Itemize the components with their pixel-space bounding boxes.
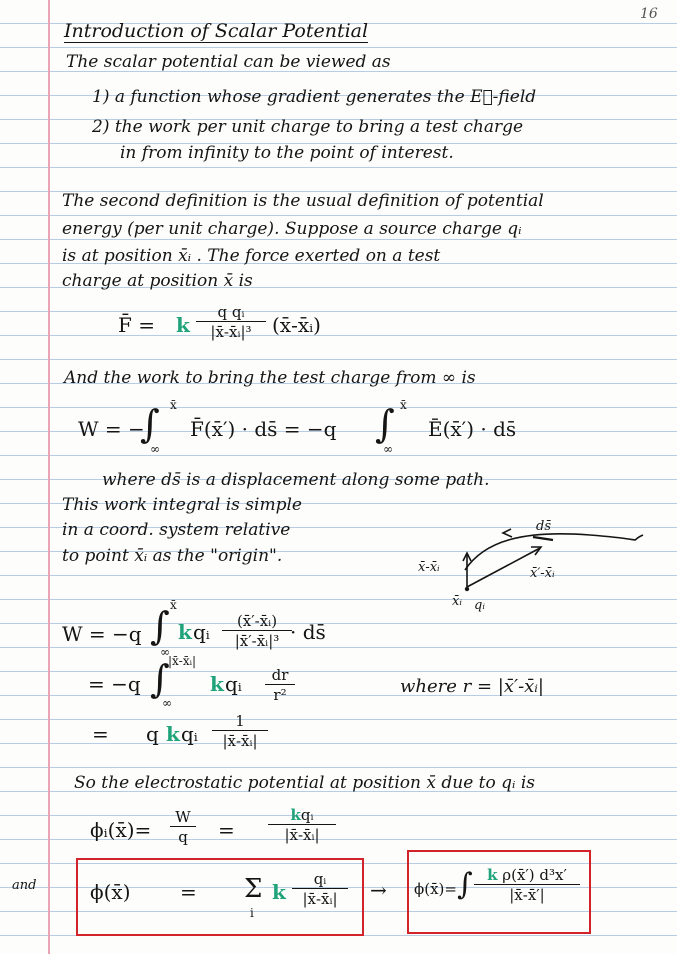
sum-num: qᵢ (313, 870, 327, 888)
path-arrow (503, 529, 512, 537)
deriv3-q: q (146, 722, 159, 746)
deriv3-k: k (166, 722, 180, 746)
deriv2-fraction-num: dr (271, 666, 289, 684)
deriv1-upper: x̄ (170, 598, 177, 612)
definition-1: 1) a function whose gradient generates the E⃗-field (92, 87, 537, 107)
deriv3-qi: qᵢ (181, 722, 198, 746)
deriv2-fraction-den: r² (265, 684, 295, 704)
force-k: k (176, 313, 190, 337)
work-lhs: W = − (78, 417, 145, 441)
force-lhs: F̄ = (118, 313, 155, 337)
deriv2-lhs: = −q (88, 672, 141, 696)
deriv2-qi: qᵢ (225, 672, 242, 696)
deriv2-where: where r = |x̄′-x̄ᵢ| (400, 676, 544, 697)
sum-fraction (292, 870, 348, 908)
deriv3-lhs: = (92, 722, 109, 746)
integral-den: |x̄-x̄′| (474, 884, 580, 904)
intro-line: The scalar potential can be viewed as (66, 52, 391, 72)
definition-2b: in from infinity to the point of interest. (120, 143, 454, 163)
work-intro: And the work to bring the test charge from ∞ is (64, 368, 476, 388)
ds-vector (533, 537, 553, 540)
deriv2-k: k (210, 672, 224, 696)
deriv2-upper: |x̄-x̄ᵢ| (168, 654, 197, 668)
deriv1-integral: ∫ (150, 604, 170, 648)
page-title: Introduction of Scalar Potential (64, 20, 369, 42)
paragraph-line-3: is at position x̄ᵢ . The force exerted on a test (62, 246, 441, 266)
work-integral-2: ∫ (375, 402, 395, 446)
deriv2-fraction (265, 666, 295, 704)
deriv3-fraction (212, 712, 268, 750)
diagram-label-qi: qᵢ (474, 598, 485, 613)
implies-arrow: → (370, 878, 387, 902)
integral-fraction (474, 866, 580, 904)
where-line-3: in a coord. system relative (62, 520, 291, 540)
sum-sigma: Σ (244, 874, 263, 904)
and-label: and (12, 878, 37, 893)
work-limit-lower-1: ∞ (150, 442, 160, 456)
phi-i-lhs: ϕᵢ(x̄)= (90, 818, 152, 842)
deriv1-fraction (222, 612, 292, 650)
where-line-2: This work integral is simple (62, 495, 302, 515)
phi-i-den: |x̄-x̄ᵢ| (268, 824, 336, 844)
diagram-label-x-minus-xi: x̄-x̄ᵢ (418, 560, 440, 575)
sum-index: i (250, 906, 254, 920)
diagram-label-ds: ds̄ (536, 519, 551, 534)
deriv1-fraction-den: |x̄′-x̄ᵢ|³ (222, 630, 292, 650)
sum-den: |x̄-x̄ᵢ| (292, 888, 348, 908)
where-line-1: where ds̄ is a displacement along some path. (102, 470, 490, 490)
paragraph-line-1: The second definition is the usual definition of potential (62, 191, 544, 211)
work-integral-1: ∫ (140, 402, 160, 446)
deriv1-lhs: W = −q (62, 622, 142, 646)
sum-eq: = (180, 880, 197, 904)
diagram-label-xprime-minus-xi: x̄′-x̄ᵢ (530, 566, 555, 581)
sum-lhs: ϕ(x̄) (90, 880, 131, 904)
integral-rho: ρ(x̄′) d³x′ (497, 866, 567, 884)
integral-k: k (487, 866, 498, 884)
work-middle: F̄(x̄′) · ds̄ = −q (190, 417, 337, 441)
phi-i-k: k (290, 806, 301, 824)
page-number: 16 (640, 6, 658, 22)
deriv2-integral: ∫ (150, 657, 170, 701)
deriv3-fraction-num: 1 (235, 712, 245, 730)
deriv1-rhs: · ds̄ (290, 620, 326, 644)
force-rhs: (x̄-x̄ᵢ) (272, 313, 321, 337)
deriv2-lower: ∞ (162, 696, 172, 710)
force-fraction (196, 303, 266, 341)
force-fraction-den: |x̄-x̄ᵢ|³ (196, 321, 266, 341)
potential-sentence: So the electrostatic potential at position x̄ due to qᵢ is (74, 773, 536, 793)
deriv1-k: k (178, 620, 192, 644)
work-limit-upper-2: x̄ (400, 398, 407, 412)
work-limit-lower-2: ∞ (383, 442, 393, 456)
phi-i-w-over-q (170, 808, 196, 846)
paragraph-line-4: charge at position x̄ is (62, 271, 253, 291)
sum-k: k (272, 880, 286, 904)
phi-i-eq: = (218, 818, 235, 842)
phi-i-qi: qᵢ (300, 806, 314, 824)
integral-lhs: ϕ(x̄)= (414, 880, 457, 898)
diagram-label-xi: x̄ᵢ (452, 594, 462, 609)
phi-i-num (268, 806, 336, 824)
source-dot (465, 587, 469, 591)
where-line-4: to point x̄ᵢ as the "origin". (62, 546, 283, 566)
definition-2a: 2) the work per unit charge to bring a test charge (92, 117, 524, 137)
paragraph-line-2: energy (per unit charge). Suppose a source charge qᵢ (62, 219, 522, 239)
deriv1-lower: ∞ (160, 645, 170, 659)
deriv1-qi: qᵢ (193, 620, 210, 644)
integral-sign: ∫ (457, 867, 473, 902)
phi-i-fraction (268, 806, 336, 844)
deriv3-fraction-den: |x̄-x̄ᵢ| (212, 730, 268, 750)
integral-num (474, 866, 580, 884)
phi-i-w: W (175, 808, 191, 826)
work-rhs: Ē(x̄′) · ds̄ (428, 417, 517, 441)
force-fraction-num: q qᵢ (217, 303, 245, 321)
phi-i-q: q (170, 826, 196, 846)
path-curve (465, 534, 643, 570)
work-limit-upper-1: x̄ (170, 398, 177, 412)
deriv1-fraction-num: (x̄′-x̄ᵢ) (236, 612, 278, 630)
